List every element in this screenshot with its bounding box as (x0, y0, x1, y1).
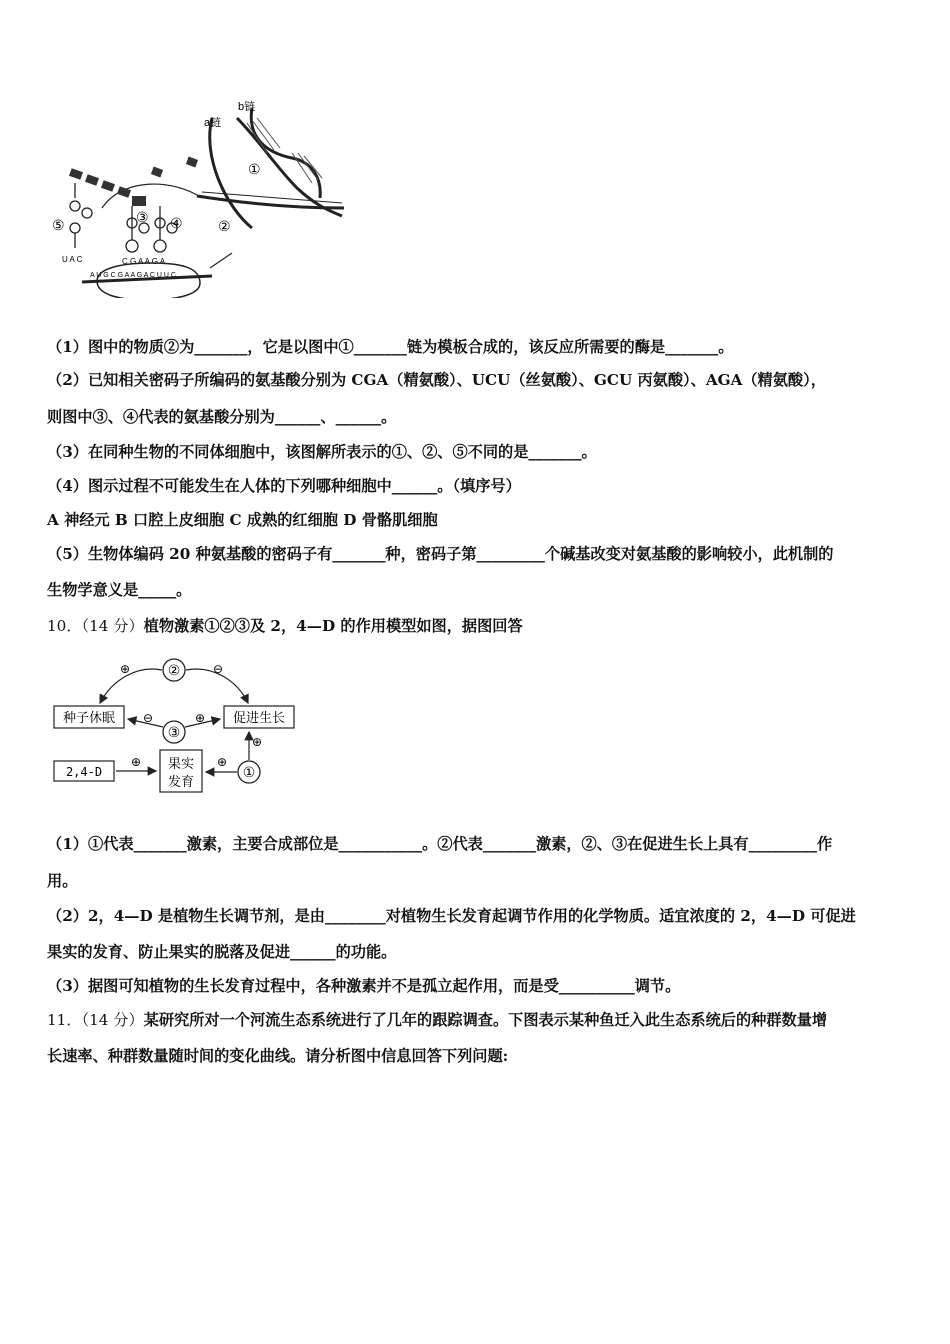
q10-line-3: （2）2，4—D 是植物生长调节剂，是由________对植物生长发育起调节作用的化学物质。适宜浓度的 2，4—D 可促进 (47, 907, 856, 925)
q9-line-1: （1）图中的物质②为_______，它是以图中①_______链为模板合成的，该反应所需要的酶是_______。 (47, 338, 734, 356)
transcription-translation-diagram (52, 98, 352, 298)
hormone-3-label: ③ (167, 725, 181, 741)
q11-stem (47, 1010, 827, 1030)
anticodon-label: U A C (62, 255, 83, 264)
seed-dormancy-label: 种子休眠 (62, 711, 116, 726)
q10-line-4: 果实的发育、防止果实的脱落及促进______的功能。 (47, 943, 397, 961)
q11-line-2: 长速率、种群数量随时间的变化曲线。请分析图中信息回答下列问题: (47, 1047, 509, 1065)
hormone-1-label: ① (242, 765, 256, 781)
plus-sign-5: ⊕ (251, 735, 263, 749)
mrna-path-arc (102, 184, 202, 208)
promote-growth-label: 促进生长 (232, 711, 286, 726)
dna-helix (210, 108, 342, 228)
d24-label: 2,4-D (65, 765, 103, 779)
q11-number: 11．（14 分） (47, 1011, 144, 1029)
q10-number: 10．（14 分） (47, 617, 144, 635)
hormone-2-label: ② (167, 663, 181, 679)
q9-line-5: （4）图示过程不可能发生在人体的下列哪种细胞中______。（填序号） (47, 477, 521, 495)
minus-sign-1: ⊖ (212, 662, 224, 676)
label-4: ④ (170, 216, 183, 232)
label-1: ① (248, 162, 261, 178)
arrow-2-to-dormancy (100, 669, 162, 703)
codon-label: C G A A G A (122, 257, 166, 266)
q9-options: A 神经元 B 口腔上皮细胞 C 成熟的红细胞 D 骨骼肌细胞 (47, 511, 438, 529)
q10-stem (47, 616, 523, 636)
plus-sign-4: ⊕ (216, 755, 228, 769)
q9-line-4: （3）在同种生物的不同体细胞中，该图解所表示的①、②、⑤不同的是_______。 (47, 443, 597, 461)
plus-sign-3: ⊕ (130, 755, 142, 769)
q10-line-1: （1）①代表_______激素，主要合成部位是___________。②代表_______激素，②、③在促进生长上具有_________作 (47, 835, 833, 853)
label-2: ② (218, 219, 231, 235)
label-b-strand: b链 (238, 101, 256, 113)
q11-stem-text: 某研究所对一个河流生态系统进行了几年的跟踪调查。下图表示某种鱼迁入此生态系统后的种群数量增 (143, 1011, 828, 1029)
q10-line-2: 用。 (47, 872, 78, 890)
mrna-bases: A U G C G A A G A C U U C (90, 272, 176, 279)
label-3: ③ (136, 210, 149, 226)
q10-stem-text: 植物激素①②③及 2，4—D 的作用模型如图，据图回答 (143, 617, 523, 635)
minus-sign-2: ⊖ (142, 711, 154, 725)
plant-hormone-diagram (52, 655, 302, 797)
q9-line-2: （2）已知相关密码子所编码的氨基酸分别为 CGA（精氨酸）、UCU（丝氨酸）、GCU 丙氨酸）、AGA（精氨酸）， (47, 371, 826, 389)
peptide-chain (69, 157, 198, 206)
plus-sign-2: ⊕ (194, 711, 206, 725)
fruit-label-line2: 发育 (167, 775, 195, 790)
label-a-strand: a链 (204, 117, 222, 129)
label-5: ⑤ (52, 218, 65, 234)
q9-line-8: 生物学意义是_____。 (47, 581, 192, 599)
q10-line-5: （3）据图可知植物的生长发育过程中，各种激素并不是孤立起作用，而是受__________调节。 (47, 977, 681, 995)
q9-line-3: 则图中③、④代表的氨基酸分别为______、______。 (47, 408, 397, 426)
plus-sign-1: ⊕ (119, 662, 131, 676)
fruit-label-line1: 果实 (167, 757, 195, 772)
q9-line-7: （5）生物体编码 20 种氨基酸的密码子有_______种，密码子第_________个碱基改变对氨基酸的影响较小，此机制的 (47, 545, 834, 563)
